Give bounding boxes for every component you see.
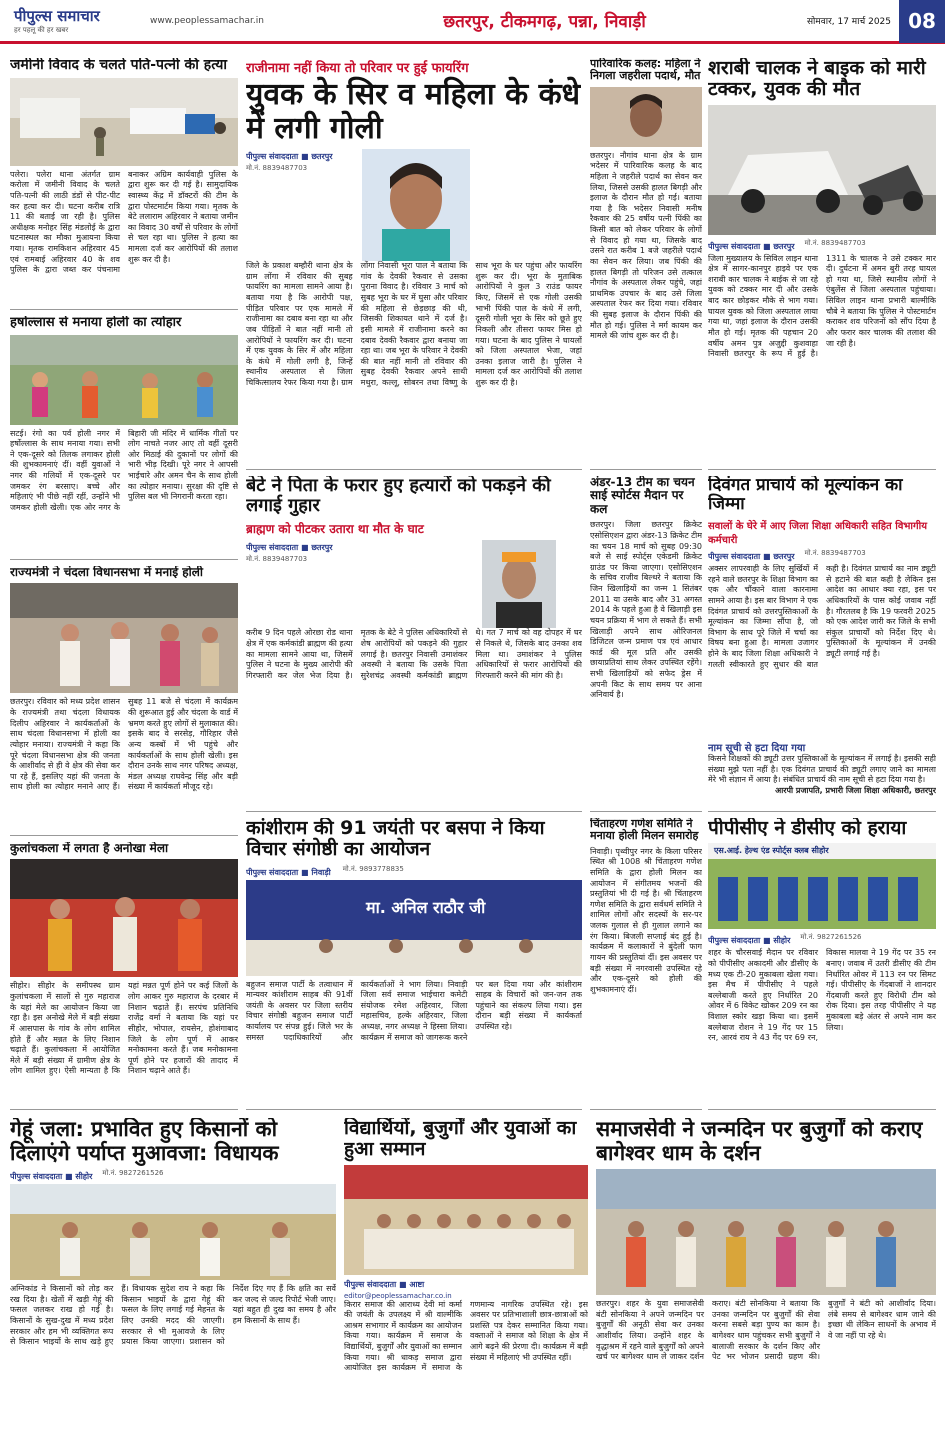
quote-attribution: आरपी प्रजापति, प्रभारी जिला शिक्षा अधिकारी, छतरपुर: [775, 785, 936, 795]
phone: मो.नं. 8839487703: [804, 549, 866, 558]
headline: विद्यार्थियों, बुजुर्गों और युवाओं का हुआ सम्मान: [344, 1118, 577, 1161]
article-ganesh-committee: [590, 818, 702, 1110]
sidebar-note-body: किसने शिक्षकों की ड्यूटी उत्तर पुस्तिकाओं के मूल्यांकन में लगाई है। इसकी सही संख्या मुझे पता नहीं है। एक दिवंगत प्राचार्य की ड्यूटी लगाए जाने का मामला मेरे भी संज्ञान में आया है। संबंधित प्राचार्य की नाम सूची से हटा दिया गया है।: [708, 754, 936, 785]
phone: मो.नं. 9827261526: [800, 933, 862, 942]
headline: दिवंगत प्राचार्य को मूल्यांकन का जिम्मा: [708, 476, 903, 515]
photo-holi-celebration: [10, 335, 238, 425]
byline: पीपुल्स संवाददाता ■ छतरपुर: [708, 241, 795, 251]
article-body: जिला मुख्यालय के सिविल लाइन थाना क्षेत्र में सागर-कानपुर हाइवे पर एक शराबी कार चालक ने बाईक से जा रहे युवक को टक्कर मार दी और उसके बाद कार छोड़कर मौके से भाग गया। घायल युवक को जिला अस्पताल लाया गया था, जहां इलाज के दौरान उसकी मौत हो गई। मृतक की पहचान 20 वर्षीय अमन पुत्र अजुद्दी कुशवाहा निवासी छतरपुर के रूप में हुई है। 1311 के चालक ने उसे टक्कर मार दी। दुर्घटना में अमन बुरी तरह घायल हो गया था, जिसे स्थानीय लोगों ने एंबुलेंस से जिला अस्पताल पहुंचाया। सिविल लाइन थाना प्रभारी बाल्मीकि चौबे ने बताया कि पुलिस ने पोस्टमार्टम कराकर शव परिजनों को सौंप दिया है और फरार कार चालक की तलाश की जा रही है।: [708, 253, 936, 359]
photo-crime-scene: [10, 78, 238, 166]
article-honor-ceremony: [344, 1118, 588, 1436]
photo-farmers: [10, 1184, 336, 1280]
photo-deceased-woman: [590, 87, 702, 147]
banner-text: एस.आई. हेल्थ एंड स्पोर्ट्स क्लब सीहोर: [714, 846, 829, 856]
issue-date: सोमवार, 17 मार्च 2025: [806, 17, 891, 27]
photo-bsp-event: [246, 880, 582, 976]
sidebar-note-title: नाम सूची से हटा दिया गया: [708, 743, 806, 755]
article-body: छतरपुर। नौगांव थाना क्षेत्र के ग्राम भदेसर में पारिवारिक कलह के बाद महिला ने जहरीले पदार्थ का सेवन कर लिया, जिससे उसकी हालत बिगड़ी और इलाज के दौरान मौत हो गई। बताया गया है कि भदेसर निवासी मनीष रैकवार की 25 वर्षीय पत्नी पिंकी का किसी बात को लेकर परिवार के लोगों से विवाद हो गया था, जिसके बाद उसने रात करीब 1 बजे जहरीले पदार्थ का सेवन कर लिया। जब पिंकी की हालत बिगड़ी तो परिजन उसे तत्काल नौगांव के अस्पताल लेकर पहुंचे, जहां प्राथमिक उपचार के बाद उसे जिला अस्पताल रेफर कर दिया गया। रविवार की सुबह इलाज के दौरान पिंकी की मौत हो गई। पुलिस ने मर्ग कायम कर मामले की जांच शुरू कर दी है।: [590, 150, 702, 341]
byline: पीपुल्स संवाददाता ■ सीहोर: [708, 936, 791, 946]
article-holi-festival: [10, 316, 238, 560]
masthead: [0, 0, 945, 44]
headline: समाजसेवी ने जन्मदिन पर बुजुर्गों को कराए बागेश्वर धाम के दर्शन: [596, 1118, 923, 1165]
article-body: पलेरा। पलेरा थाना अंतर्गत ग्राम करोला में जमीनी विवाद के चलते पति-पत्नी की लाठी डंडों से पीट-पीट कर हत्या कर दी। घटना करीब रात्रि 11 की बताई जा रही है। पुलिस अधीक्षक मनोहर सिंह मंडलोई के द्वारा घटनास्थल का मौका मुआयना किया गया। मृतक रामकिशन अहिरवार 45 एवं रामबाई अहिरवार 40 के शव पुलिस के द्वारा जब्त कर पंचनामा बनाकर अग्रिम कार्यवाही पुलिस के द्वारा शुरू कर दी गई है। सामुदायिक स्वास्थ्य केंद्र में डॉक्टरों की टीम के द्वारा पोस्टमार्टम किया गया। मृतक के बेटे ललाराम अहिरवार ने बताया जमीन का विवाद 30 वर्षों से परिवार के लोगों से चल रहा था। पुलिस ने हत्या का मामला दर्ज कर आरोपियों की तलाश शुरू कर दी है।: [10, 169, 238, 275]
headline: पारिवारिक कलह: महिला ने निगला जहरीला पदार्थ, मौत: [590, 58, 701, 83]
article-drunk-driver: [708, 58, 936, 470]
photo-ceremony-group: [344, 1165, 588, 1275]
byline: पीपुल्स संवाददाता ■ निवाड़ी: [246, 867, 331, 877]
byline: पीपुल्स संवाददाता ■ छतरपुर: [246, 543, 333, 553]
byline: पीपुल्स संवाददाता ■ छतरपुर: [246, 152, 333, 162]
kicker: राजीनामा नहीं किया तो परिवार पर हुई फायरिंग: [246, 61, 469, 76]
headline: हर्षोल्लास से मनाया होली का त्योहार: [10, 316, 182, 330]
article-body: अग्निकांड ने किसानों को तोड़ कर रख दिया है। खेतों में खड़ी गेहूं की फसल जलकर राख हो गई है। किसानों के सुख-दुख में मध्य प्रदेश सरकार और हम भी व्यक्तिगत रूप से किसान भाइयों के साथ खड़े हुए हैं। विधायक सुदेश राय ने कहा कि किसान भाइयों के द्वारा गेहूं की फसल के लिए लगाई गई मेहनत के लिए उनकी मदद की जाएगी। सरकार से भी मुआवजे के लिए प्रयास किया जाएगा। प्रशासन को निर्देश दिए गए हैं कि क्षति का सर्वे कर जल्द से जल्द रिपोर्ट भेजी जाए। यहां बहुत ही दुख का समय है और हम किसानों के साथ हैं।: [10, 1284, 336, 1347]
article-body: अक्सर लापरवाही के लिए सुर्खियों में रहने वाले छतरपुर के शिक्षा विभाग का एक और चौंकाने वाला कारनामा सामने आया है। इस बार विभाग ने एक दिवंगत प्राचार्य को उत्तरपुस्तिकाओं के मूल्यांकन का जिम्मा सौंपा है, जो विभाग के साथ पूरे जिले में चर्चा का विषय बना हुआ है। मामला उजागर होने के बाद जिला शिक्षा अधिकारी ने गलती स्वीकारते हुए सुधार की बात कही है। दिवंगत प्राचार्य का नाम ड्यूटी से हटाने की बात कही है लेकिन इस आदेश का आधार क्या रहा, इस पर अधिकारियों के पास कोई जवाब नहीं है। गौरतलब है कि 19 फरवरी 2025 को एक आदेश जारी कर जिले के सभी संकुल प्राचार्यों को निर्देश दिए थे। पुस्तिकाओं के मूल्यांकन में उनकी ड्यूटी लगाई गई है।: [708, 564, 936, 669]
article-poison: [590, 58, 702, 470]
article-body: किरार समाज की आराध्य देवी मां कर्मा की जयंती के उपलक्ष्य में श्री वाल्मीकि आश्रम सभागार में कार्यक्रम का आयोजन किया गया। कार्यक्रम में समाज के विद्यार्थियों, बुजुर्गों और युवाओं का सम्मान किया गया। श्री धाकड़ समाज द्वारा आयोजित इस कार्यक्रम में समाज के गणमान्य नागरिक उपस्थित रहे। इस अवसर पर प्रतिभाशाली छात्र-छात्राओं को प्रशस्ति पत्र देकर सम्मानित किया गया। वक्ताओं ने समाज को शिक्षा के क्षेत्र में आगे बढ़ने की प्रेरणा दी। कार्यक्रम में बड़ी संख्या में महिलाएं भी उपस्थित रहीं।: [344, 1299, 588, 1373]
subheadline: सवालों के घेरे में आए जिला शिक्षा अधिकारी सहित विभागीय कर्मचारी: [708, 521, 928, 547]
headline: जमीनी विवाद के चलते पति-पत्नी की हत्या: [10, 58, 228, 73]
article-minister-holi: [10, 566, 238, 836]
photo-victim: [482, 540, 556, 628]
headline: कांशीराम की 91 जयंती पर बसपा ने किया विचार संगोष्ठी का आयोजन: [246, 818, 545, 861]
article-ppca-match: [708, 818, 936, 1110]
phone: मो.नं. 8839487703: [246, 555, 308, 564]
page-number: 08: [899, 0, 945, 43]
headline: अंडर-13 टीम का चयन साई स्पोर्टस मैदान पर कल: [590, 476, 695, 516]
subheadline: ब्राह्मण को पीटकर उतारा था मौत के घाट: [246, 522, 424, 537]
article-bageshwar-visit: [596, 1118, 936, 1436]
article-body: निवाड़ी। पृथ्वीपुर नगर के किला परिसर स्थित श्री 1008 श्री चिंताहरण गणेश समिति के द्वारा होली मिलन का आयोजन में संगीतमय भजनों की प्रस्तुतियां भी दी गई है। श्री चिंताहरण गणेश समिति के द्वारा सर्वधर्म समिति ने शामिल लोगों और सदस्यों के सर-पर जलक गुलाल से ही गुलाल लगाने का रंग किया। बिजली सप्लाई बंद हुई है। कार्यक्रम में कलाकारों ने बुंदेली फाग गायन की प्रस्तुतियां दीं। इस अवसर पर बड़ी संख्या में नगरवासी उपस्थित रहे और एक-दूसरे को होली की शुभकामनाएं दीं।: [590, 846, 702, 994]
phone: मो.नं. 9893778835: [342, 864, 404, 873]
headline: राज्यमंत्री ने चंदला विधानसभा में मनाई होली: [10, 566, 204, 579]
photo-injured-woman: [362, 149, 470, 261]
article-murder-appeal: [246, 476, 582, 812]
article-body: बहुजन समाज पार्टी के तत्वाधान में मान्यवर कांशीराम साहब की 91वीं जयंती के अवसर पर जिला स्तरीय विचार संगोष्ठी बहुजन समाज पार्टी कार्यालय पर संपन्न हुई। जिले भर के समस्त पदाधिकारियों और कार्यकर्ताओं ने भाग लिया। निवाड़ी जिला सर्व समाज भाईचारा कमेटी संयोजक रमेश अहिरवार, जिला महासचिव, हल्के अहिरवार, जिला अध्यक्ष, नगर अध्यक्ष ने हिस्सा लिया। कार्यक्रम में समाज को जागरूक करने पर बल दिया गया और कांशीराम साहब के विचारों को जन-जन तक पहुंचाने का संकल्प लिया गया। इस दौरान बड़ी संख्या में कार्यकर्ता उपस्थित रहे।: [246, 979, 582, 1042]
photo-minister-holi: [10, 583, 238, 693]
article-bsp-seminar: [246, 818, 582, 1110]
photo-fair: [10, 859, 238, 977]
photo-elderly-group: [596, 1169, 936, 1295]
headline: गेहूं जला: प्रभावित हुए किसानों को दिलाएंगे पर्याप्त मुआवजा: विधायक: [10, 1118, 279, 1165]
brand-logo: [0, 6, 150, 35]
byline: पीपुल्स संवाददाता ■ छतरपुर: [708, 552, 795, 562]
article-body: जिले के प्रकाश बम्हौरी थाना क्षेत्र के ग्राम लोंगा में रविवार की सुबह फायरिंग का मामला सामने आया है। बताया गया है कि आरोपी पक्ष, पीड़ित परिवार पर एक मामले में राजीनामा का दबाव बना रहा था और जब पीड़ितों ने बात नहीं मानी तो आरोपियों ने फायरिंग कर दी। घटना में एक युवक के सिर में और महिला के कंधे में गोली लगी है, जिन्हें स्थानीय अस्पताल से जिला चिकित्सालय रेफर किया गया है। ग्राम लोंगा निवासी भूरा पाल ने बताया कि गांव के देवकी रैकवार से उसका पुराना विवाद है। रविवार 3 मार्च को सुबह भूरा के घर में घुसा और परिवार की महिला से छेड़छाड़ की थी, जिसकी शिकायत थाने में दर्ज है। इसी मामले में राजीनामा करने का दबाव देवकी रैकवार द्वारा बनाया जा रहा था। जब भूरा के परिवार ने देवकी की बात नहीं मानी तो रविवार की सुबह देवकी रैकवार अपने साथी मथुरा, कल्लू, सोबरन तथा विष्णु के साथ भूरा के घर पहुंचा और फायरिंग शुरू कर दी। भूरा के मुताबिक आरोपियों ने कुल 3 राउंड फायर किए, जिसमें से एक गोली उसकी भाभी पिंकी पाल के कंधे में लगी, दूसरी गोली भूरा के सिर को छूते हुए निकली और तीसरा फायर मिस हो गया। घटना के बाद पुलिस ने घायलों को जिला अस्पताल भेजा, जहां उनका इलाज जारी है। पुलिस ने मामला दर्ज कर आरोपियों की तलाश शुरू कर दी है।: [246, 261, 582, 388]
article-body: करीब 9 दिन पहले ओरछा रोड थाना क्षेत्र में एक कर्मकांडी ब्राह्मण की हत्या का मामला सामने आया था, जिसमें पुलिस ने घटना के मुख्य आरोपी की गिरफ्तारी कर जेल भेज दिया है। मृतक के बेटे ने पुलिस अधिकारियों से शेष आरोपियों को पकड़ने की गुहार लगाई है। छतरपुर निवासी उमाशंकर अवस्थी ने बताया कि उसके पिता सुरेशचंद्र अवस्थी कर्मकांडी ब्राह्मण थे। गत 7 मार्च को वह दोपहर में घर से निकले थे, जिसके बाद उनका शव मिला था। उमाशंकर ने पुलिस अधिकारियों से फरार आरोपियों की गिरफ्तारी करने की मांग की है।: [246, 628, 582, 680]
headline: बेटे ने पिता के फरार हुए हत्यारों को पकड़ने की लगाई गुहार: [246, 476, 551, 517]
article-body: छतरपुर। शहर के युवा समाजसेवी बंटी सोनकिया ने अपने जन्मदिन पर बुजुर्गों की अनूठी सेवा कर उनका आशीर्वाद लिया। उन्होंने शहर के वृद्धाश्रम में रहने वाले बुजुर्गों को अपने खर्च पर बागेश्वर धाम ले जाकर दर्शन कराए। बंटी सोनकिया ने बताया कि उनका जन्मदिन पर बुजुर्गों की सेवा करना सबसे बड़ा पुण्य का काम है। बागेश्वर धाम पहुंचकर सभी बुजुर्गों ने बालाजी सरकार के दर्शन किए और पेट भर भोजन प्रसादी ग्रहण की। बुजुर्गों ने बंटी को आशीर्वाद दिया। लंबे समय से बागेश्वर धाम जाने की इच्छा थी लेकिन साधनों के अभाव में वे जा नहीं पा रहे थे।: [596, 1299, 936, 1362]
article-body: छतरपुर। जिला छतरपुर क्रिकेट एसोसिएशन द्वारा अंडर-13 क्रिकेट टीम का चयन 18 मार्च को सुबह 09:30 बजे से साई स्पोर्ट्स एकेडमी क्रिकेट ग्राउंड पर किया जाएगा। एसोसिएशन के सचिव राजीव बिल्थरे ने बताया कि जिन खिलाड़ियों का जन्म 1 सितंबर 2011 या उसके बाद और 31 अगस्त 2014 के पहले हुआ है वे खिलाड़ी इस चयन प्रक्रिया में भाग ले सकते हैं। सभी खिलाड़ी अपने साथ ओरिजनल डिजिटल जन्म प्रमाण पत्र एवं आधार कार्ड की मूल प्रति और उसकी छायाप्रतियां साथ लेकर उपस्थित रहेंगे। सभी खिलाड़ियों को सफेद ड्रेस में अपनी किट के साथ समय पर आना अनिवार्य है।: [590, 520, 702, 700]
headline: कुलांचकला में लगता है अनोखा मेला: [10, 842, 169, 855]
byline: पीपुल्स संवाददाता ■ आष्टा: [344, 1279, 425, 1289]
article-body: सीहोर। सीहोर के समीपस्थ ग्राम कुलांचकला में सालों से गुरु महाराज के यहां मेले का आयोजन किया जा रहा है। इस अनोखे मेले में बड़ी संख्या में आसपास के गांव के लोग शामिल होते हैं और मन्नत के लिए निशान चढ़ाते हैं। कुलांचकला में आयोजित मेले में बड़ी संख्या में ग्रामीण क्षेत्र के लोग शामिल हुए। ऐसी मान्यता है कि यहां मन्नत पूर्ण होने पर कई जिलों के लोग आकर गुरु महाराज के दरबार में निशान चढ़ाते हैं। सरपंच प्रतिनिधि राजेंद्र वर्मा ने बताया कि यहां पर सीहोर, भोपाल, रायसेन, होशंगाबाद जिले के लोग पूर्ण में आकर मनोकामना करते हैं। जब मनोकामना पूर्ण होने पर हजारों की तादाद में निशान चढ़ाने आते हैं।: [10, 981, 238, 1076]
brand-tagline: हर पहलू की हर खबर: [14, 26, 69, 34]
article-body: शहर के चौरसवाई मैदान पर रविवार को पीपीसीए अकादमी और डीसीए के मध्य एक टी-20 मुकाबला खेला गया। इस मैच में पीपीसीए ने पहले बल्लेबाजी करते हुए निर्धारित 20 ओवर में 6 विकेट खोकर 209 रन का विशाल स्कोर खड़ा किया था। इसमें बल्लेबाज रोशन ने 19 गेंद पर 15 रन, आरवं राय ने 43 गेंद पर 69 रन, विकास मालवा ने 19 गेंद पर 35 रन बनाए। जवाब में उतरी डीसीए की टीम निर्धारित ओवर में 113 रन पर सिमट गई। पीपीसीए के गेंदबाजों ने शानदार गेंदबाजी करते हुए विरोधी टीम को रोक दिया। इस तरह पीपीसीए ने यह मुकाबला बड़े अंतर से अपने नाम कर लिया।: [708, 948, 936, 1043]
byline: पीपुल्स संवाददाता ■ सीहोर: [10, 1172, 93, 1182]
article-body: सटई। रंगो का पर्व होली नगर में हर्षोल्लास के साथ मनाया गया। सभी ने एक-दूसरे को तिलक लगाकर होली की शुभकामनाएं दीं। वहीं युवाओं ने नगर की गलियों में एक-दूसरे पर जमकर रंग बरसाए। बच्चे और महिलाएं भी पीछे नहीं रहीं, उन्होंने भी जमकर होली खेली। एक ओर नगर के बिहारी जी मंदिर में धार्मिक गीतों पर लोग नाचते नजर आए तो वहीं दूसरी ओर मिठाई की दुकानों पर लोगों की भारी भीड़ दिखी। पूरे नगर ने आपसी भाईचारे और अमन चैन के साथ होली का त्योहार मनाया। सुरक्षा की दृष्टि से पुलिस बल भी निगरानी करता रहा।: [10, 428, 238, 512]
phone: मो.नं. 9827261526: [102, 1169, 164, 1178]
article-teacher-evaluation: [708, 476, 936, 812]
banner-text: मा. अनिल राठौर जी: [366, 897, 486, 917]
editor-email[interactable]: editor@peoplessamachar.co.in: [344, 1291, 452, 1300]
phone: मो.नं. 8839487703: [804, 238, 866, 247]
article-firing: [246, 58, 582, 470]
headline: युवक के सिर व महिला के कंधे में लगी गोली: [246, 77, 581, 146]
article-fair: [10, 842, 238, 1110]
brand-name: पीपुल्स समाचार: [14, 7, 100, 25]
article-land-dispute: [10, 58, 238, 310]
headline: चिंताहरण गणेश समिति ने मनाया होली मिलन समारोह: [590, 818, 699, 843]
website-url[interactable]: www.peoplessamachar.in: [150, 15, 264, 26]
article-wheat-fire: [10, 1118, 336, 1436]
photo-crashed-car: [708, 105, 936, 235]
photo-cricket-team: [708, 843, 936, 929]
headline: पीपीसीए ने डीसीए को हराया: [708, 818, 907, 839]
article-body: छतरपुर। रविवार को मध्य प्रदेश शासन के राज्यमंत्री तथा चंदला विधायक दिलीप अहिरवार ने कार्यकर्ताओं के साथ चंदला विधानसभा में होली का त्योहार मनाया। राज्यमंत्री ने कहा कि पूरे चंदला विधानसभा क्षेत्र की जनता के आशीर्वाद से ही वे क्षेत्र की सेवा कर पा रहे हैं, इसलिए यहां की जनता के साथ होली का त्योहार मनाने आए हैं। सुबह 11 बजे से चंदला में कार्यक्रम की शुरूआत हुई और चंदला के वार्ड में भ्रमण करते हुए लोगों से मुलाकात की। इसके बाद वे सरसेड़, गौरिहार जैसे अन्य कस्बों में भी पहुंचे और कार्यकर्ताओं के साथ होली खेली। इस दौरान उनके साथ नगर परिषद अध्यक्ष, मंडल अध्यक्ष राघवेन्द्र सिंह और बड़ी संख्या में कार्यकर्ता मौजूद रहे।: [10, 697, 238, 792]
phone: मो.नं. 8839487703: [246, 164, 308, 173]
headline: शराबी चालक ने बाइक को मारी टक्कर, युवक की मौत: [708, 58, 926, 101]
region-title: छतरपुर, टीकमगढ़, पन्ना, निवाड़ी: [443, 12, 646, 32]
